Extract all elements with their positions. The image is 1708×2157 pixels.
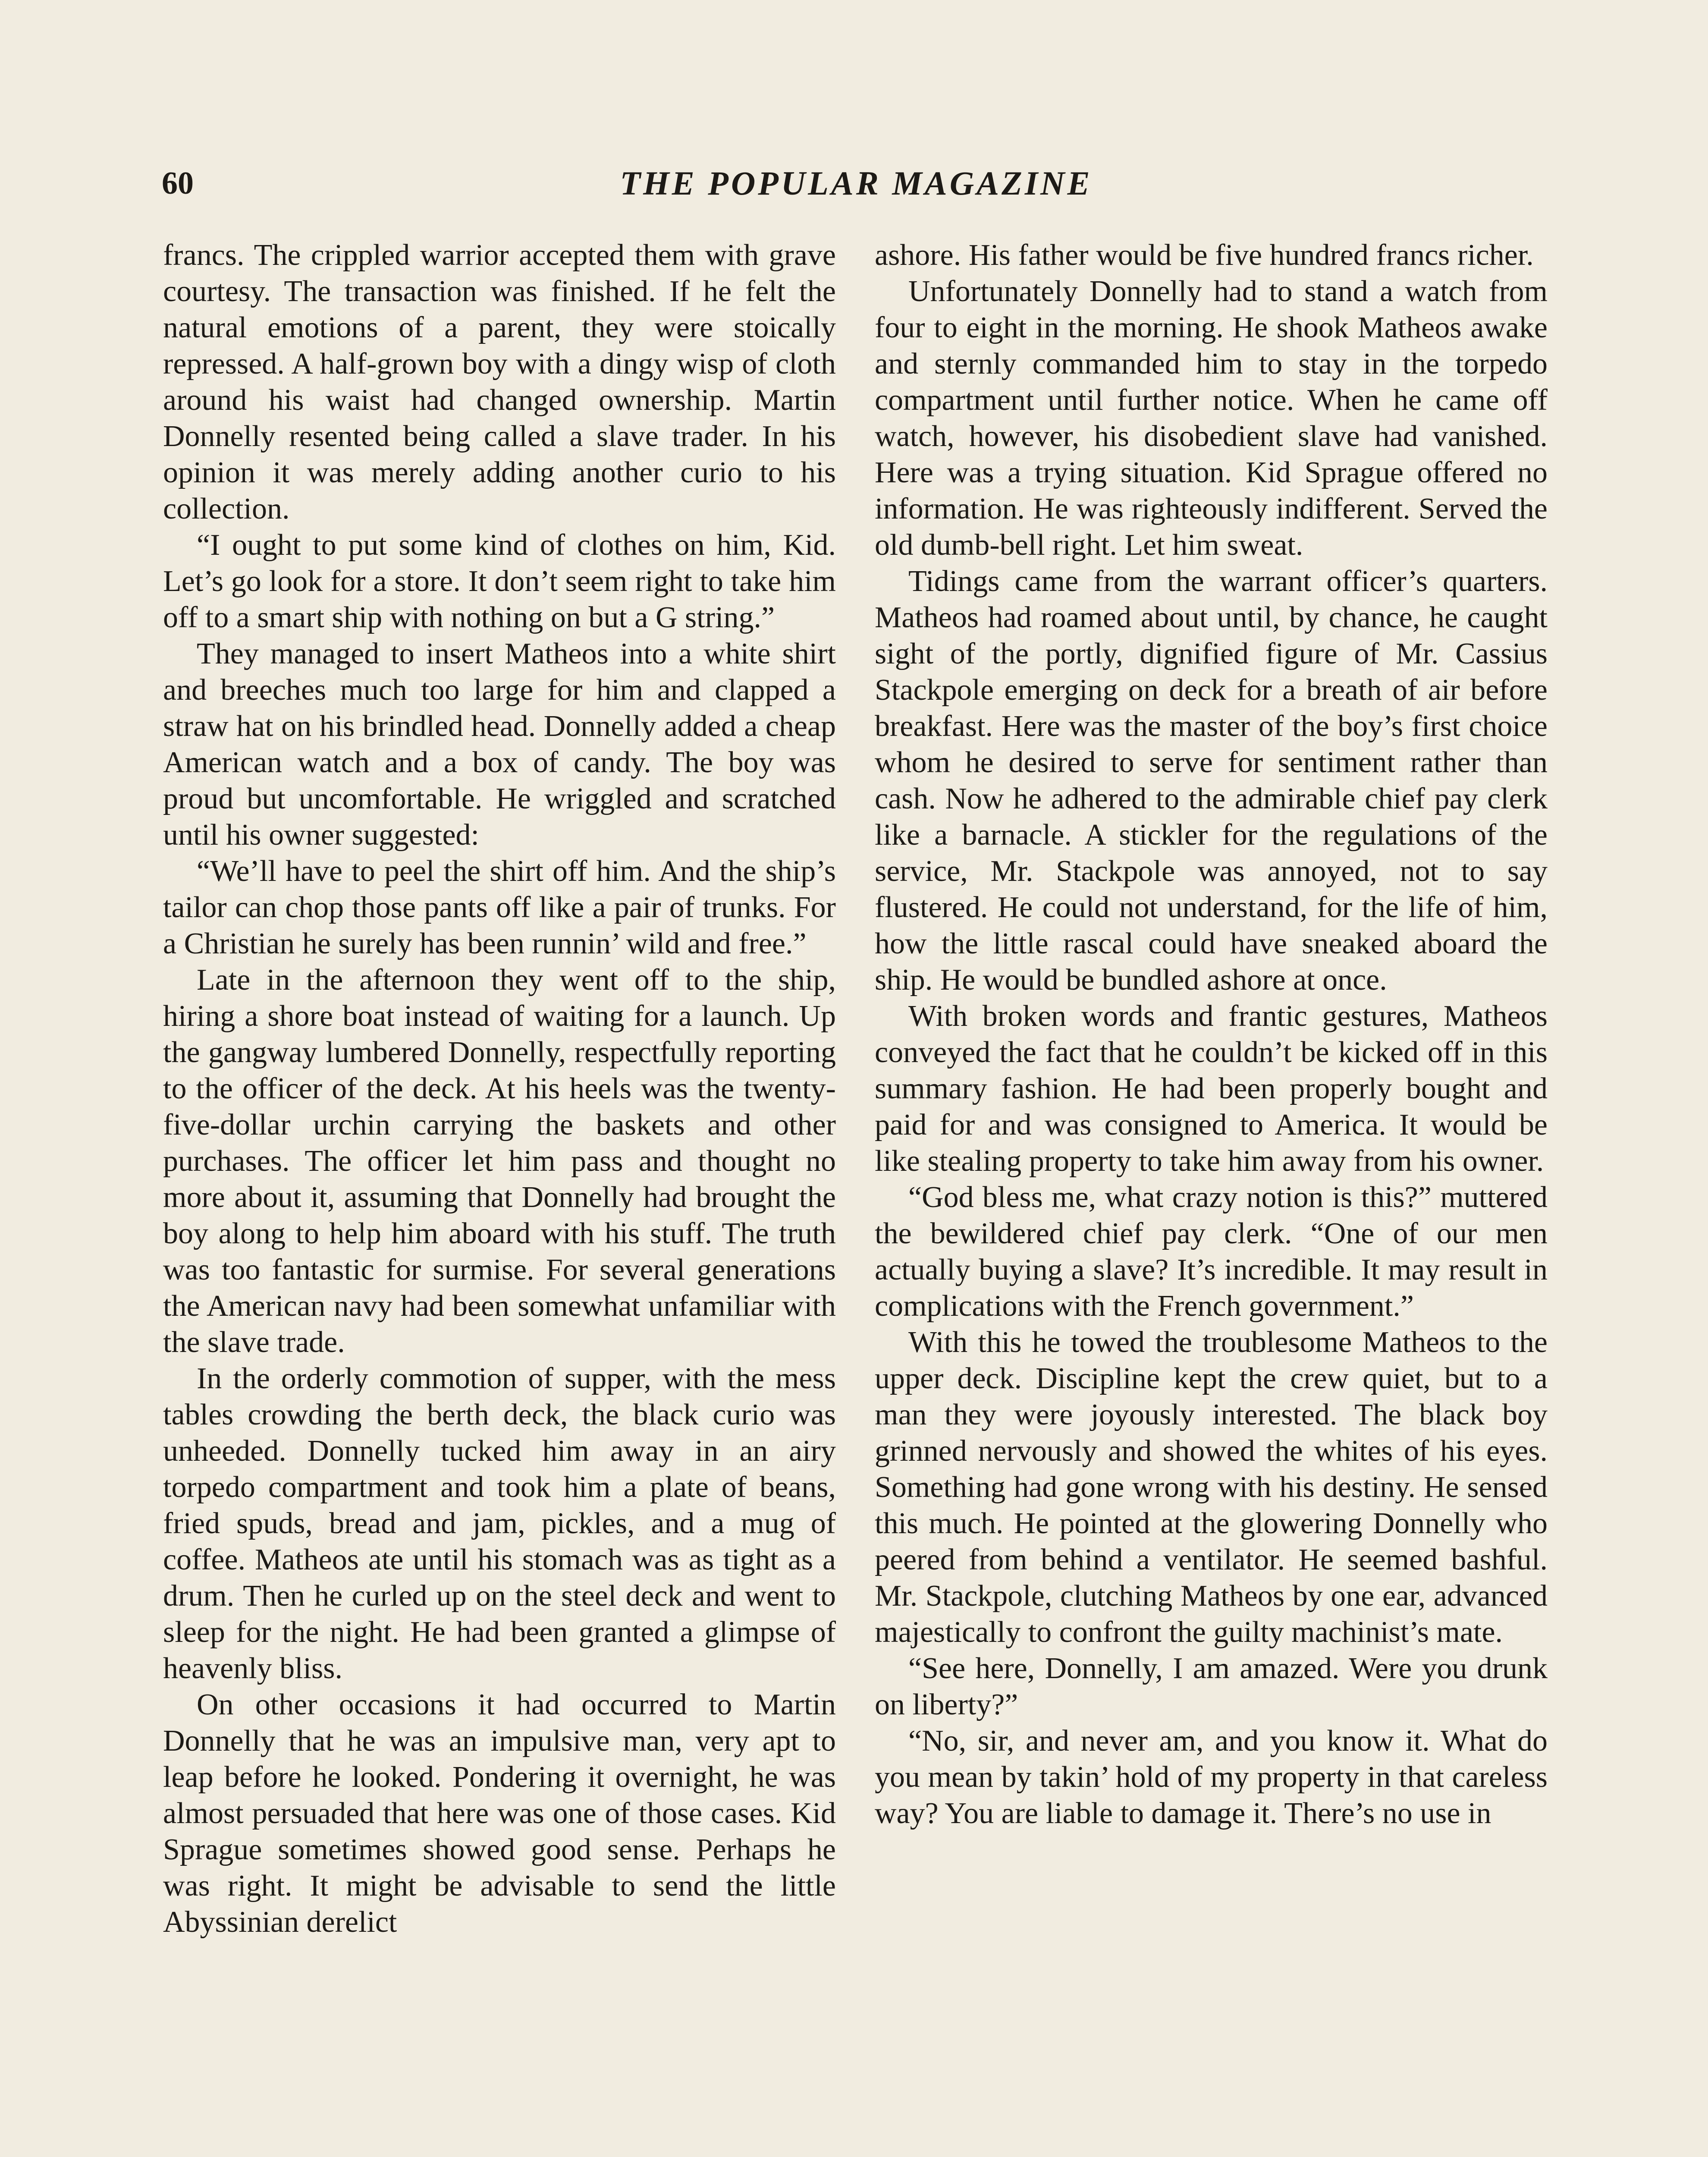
paragraph: Tidings came from the warrant officer’s quarters. Matheos had roamed about until, by chance, he caught sight of the portly, dignified figure of Mr. Cassius Stackpole emerging on deck for a breath of air before breakfast. Here was the master of the boy’s first choice whom he desired to serve for sentiment rather than cash. Now he adhered to the admirable chief pay clerk like a barnacle. A stickler for the regulations of the service, Mr. Stackpole was annoyed, not to say flustered. He could not understand, for the life of him, how the little rascal could have sneaked aboard the ship. He would be bundled ashore at once. <box>875 565 1548 997</box>
paragraph: With broken words and frantic gestures, Matheos conveyed the fact that he couldn’t be kicked off in this summary fashion. He had been properly bought and paid for and was consigned to America. It would be like stealing property to take him away from his owner. <box>875 1000 1548 1178</box>
paragraph: ashore. His father would be five hundred francs richer. <box>875 239 1534 272</box>
page-header <box>162 160 1551 207</box>
paragraph: “We’ll have to peel the shirt off him. And the ship’s tailor can chop those pants off like a pair of trunks. For a Christian he surely has been runnin’ wild and free.” <box>163 855 836 960</box>
running-title: THE POPULAR MAGAZINE <box>620 164 1093 202</box>
paragraph: “See here, Donnelly, I am amazed. Were you drunk on liberty?” <box>875 1652 1548 1721</box>
paragraph: Late in the afternoon they went off to the ship, hiring a shore boat instead of waiting for a launch. Up the gangway lumbered Donnelly, respectfully reporting to the officer of the deck. At his heels was the twenty-five-dollar urchin carrying the baskets and other purchases. The officer let him pass and thought no more about it, assuming that Donnelly had brought the boy along to help him aboard with his stuff. The truth was too fantastic for surmise. For several generations the American navy had been somewhat unfamiliar with the slave trade. <box>163 963 836 1359</box>
paragraph: “No, sir, and never am, and you know it. What do you mean by takin’ hold of my property in that careless way? You are liable to damage it. There’s no use in <box>875 1724 1548 1830</box>
paragraph: “I ought to put some kind of clothes on him, Kid. Let’s go look for a store. It don’t seem right to take him off to a smart ship with nothing on but a G string.” <box>163 528 836 634</box>
paragraph: In the orderly commotion of supper, with the mess tables crowding the berth deck, the black curio was unheeded. Donnelly tucked him away in an airy torpedo compartment and took him a plate of beans, fried spuds, bread and jam, pickles, and a mug of coffee. Matheos ate until his stomach was as tight as a drum. Then he curled up on the steel deck and went to sleep for the night. He had been granted a glimpse of heavenly bliss. <box>163 1362 836 1685</box>
paragraph: francs. The crippled warrior accepted them with grave courtesy. The transaction was finished. If he felt the natural emotions of a parent, they were stoically repressed. A half-grown boy with a dingy wisp of cloth around his waist had changed ownership. Martin Donnelly resented being called a slave trader. In his opinion it was merely adding another curio to his collection. <box>163 239 836 525</box>
page-number: 60 <box>162 166 194 201</box>
left-column <box>163 237 836 2157</box>
paragraph: Unfortunately Donnelly had to stand a watch from four to eight in the morning. He shook Matheos awake and sternly commanded him to stay in the torpedo compartment until further notice. When he came off watch, however, his disobedient slave had vanished. Here was a trying situation. Kid Sprague offered no information. He was righteously indifferent. Served the old dumb-bell right. Let him sweat. <box>875 275 1548 562</box>
right-column <box>875 237 1548 2157</box>
paragraph: They managed to insert Matheos into a white shirt and breeches much too large for him and clapped a straw hat on his brindled head. Donnelly added a cheap American watch and a box of candy. The boy was proud but uncomfortable. He wriggled and scratched until his owner suggested: <box>163 637 836 852</box>
paragraph: With this he towed the troublesome Matheos to the upper deck. Discipline kept the crew quiet, but to a man they were joyously interested. The black boy grinned nervously and showed the whites of his eyes. Something had gone wrong with his destiny. He sensed this much. He pointed at the glowering Donnelly who peered from behind a ventilator. He seemed bashful. Mr. Stackpole, clutching Matheos by one ear, advanced majestically to confront the guilty machinist’s mate. <box>875 1326 1548 1649</box>
paragraph: On other occasions it had occurred to Martin Donnelly that he was an impulsive man, very apt to leap before he looked. Pondering it overnight, he was almost persuaded that here was one of those cases. Kid Sprague sometimes showed good sense. Perhaps he was right. It might be advisable to send the little Abyssinian derelict <box>163 1688 836 1939</box>
paragraph: “God bless me, what crazy notion is this?” muttered the bewildered chief pay clerk. “One of our men actually buying a slave? It’s incredible. It may result in complications with the French government.” <box>875 1181 1548 1323</box>
